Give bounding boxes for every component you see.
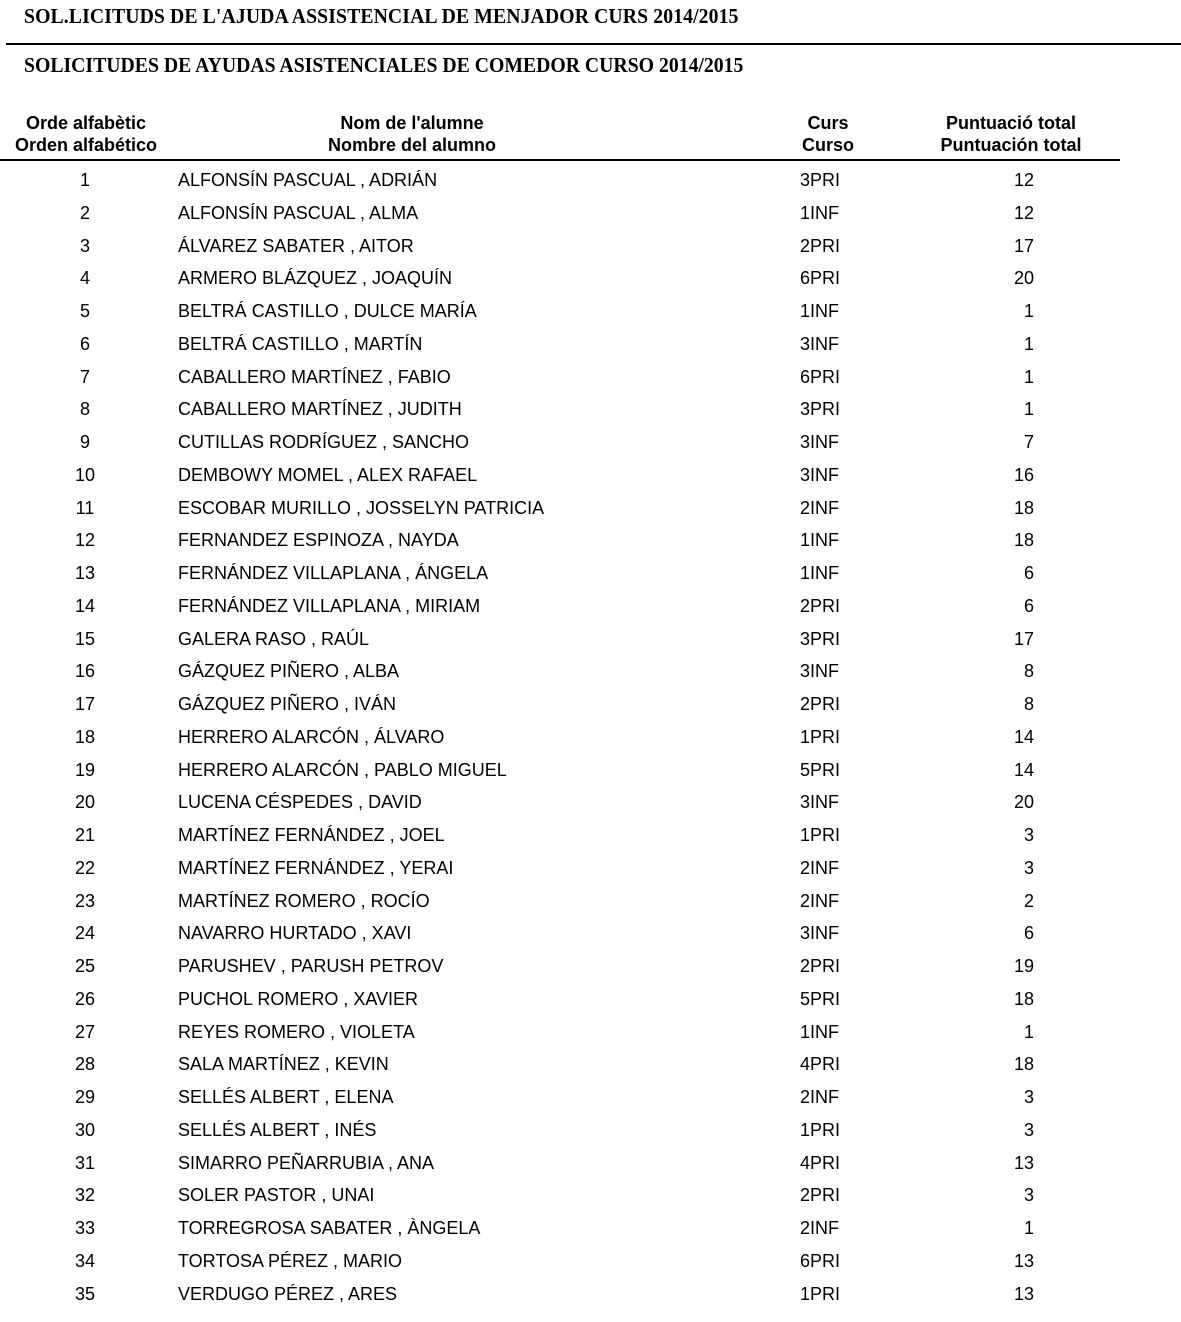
- row-student-name: DEMBOWY MOMEL , ALEX RAFAEL: [178, 464, 478, 485]
- table-row: [0, 234, 1181, 267]
- table-row: [0, 463, 1181, 496]
- row-total-score: 2: [1023, 890, 1034, 911]
- row-student-name: CABALLERO MARTÍNEZ , FABIO: [178, 366, 451, 387]
- row-course: 4PRI: [800, 1054, 841, 1075]
- row-order-number: 10: [74, 464, 96, 485]
- row-student-name: LUCENA CÉSPEDES , DAVID: [178, 792, 422, 813]
- row-total-score: 1: [1023, 366, 1034, 387]
- row-total-score: 12: [1013, 170, 1034, 190]
- row-student-name: TORREGROSA SABATER , ÀNGELA: [178, 1218, 481, 1238]
- table-row: [0, 299, 1181, 332]
- row-student-name: ARMERO BLÁZQUEZ , JOAQUÍN: [178, 268, 453, 289]
- row-course: 2PRI: [800, 1185, 841, 1206]
- row-student-name: ÁLVAREZ SABATER , AITOR: [178, 235, 414, 256]
- row-order-number: 16: [74, 661, 96, 682]
- document-title-spanish: SOLICITUDES DE AYUDAS ASISTENCIALES DE COMEDOR CURSO 2014/2015: [24, 53, 744, 77]
- table-row: [0, 790, 1181, 823]
- row-total-score: 1: [1023, 333, 1034, 354]
- table-row: [0, 430, 1181, 463]
- row-student-name: REYES ROMERO , VIOLETA: [178, 1021, 415, 1042]
- row-order-number: 23: [74, 890, 96, 911]
- row-course: 4PRI: [800, 1152, 841, 1173]
- row-order-number: 25: [74, 956, 96, 976]
- column-header-order: [0, 112, 172, 156]
- row-course: 3INF: [800, 432, 840, 452]
- table-row: [0, 365, 1181, 398]
- table-row: [0, 561, 1181, 594]
- row-student-name: HERRERO ALARCÓN , ÁLVARO: [178, 726, 445, 747]
- row-total-score: 18: [1013, 530, 1034, 551]
- row-order-number: 19: [74, 759, 96, 780]
- row-student-name: VERDUGO PÉREZ , ARES: [178, 1283, 398, 1304]
- row-total-score: 14: [1013, 726, 1034, 747]
- row-order-number: 27: [74, 1021, 96, 1042]
- row-total-score: 3: [1023, 825, 1034, 845]
- row-order-number: 17: [74, 694, 96, 714]
- row-order-number: 29: [74, 1087, 96, 1107]
- table-row: [0, 528, 1181, 561]
- row-student-name: CUTILLAS RODRÍGUEZ , SANCHO: [178, 432, 470, 452]
- row-course: 6PRI: [800, 1250, 841, 1271]
- column-header-order-valencian: Orde alfabètic: [25, 113, 147, 133]
- row-student-name: CABALLERO MARTÍNEZ , JUDITH: [178, 399, 462, 420]
- row-order-number: 13: [74, 563, 96, 583]
- row-total-score: 3: [1023, 1119, 1034, 1140]
- column-header-name: [262, 112, 562, 156]
- table-row: [0, 496, 1181, 529]
- row-total-score: 20: [1013, 792, 1034, 813]
- header-divider: [0, 159, 1120, 161]
- row-order-number: 35: [74, 1283, 96, 1304]
- row-order-number: 14: [74, 595, 96, 616]
- row-total-score: 3: [1023, 1185, 1034, 1206]
- row-total-score: 1: [1023, 1218, 1034, 1238]
- row-student-name: GÁZQUEZ PIÑERO , ALBA: [178, 661, 400, 682]
- row-student-name: BELTRÁ CASTILLO , DULCE MARÍA: [178, 301, 477, 321]
- row-course: 2PRI: [800, 235, 841, 256]
- row-student-name: TORTOSA PÉREZ , MARIO: [178, 1250, 403, 1271]
- row-total-score: 1: [1023, 301, 1034, 321]
- row-order-number: 6: [79, 333, 90, 354]
- row-total-score: 8: [1023, 694, 1034, 714]
- row-total-score: 3: [1023, 1087, 1034, 1107]
- table-row: [0, 856, 1181, 889]
- row-total-score: 12: [1013, 202, 1034, 223]
- row-total-score: 20: [1013, 268, 1034, 289]
- row-total-score: 13: [1013, 1152, 1034, 1173]
- row-course: 2INF: [800, 857, 840, 878]
- row-course: 5PRI: [800, 759, 841, 780]
- row-order-number: 33: [74, 1218, 96, 1238]
- row-order-number: 5: [79, 301, 90, 321]
- row-order-number: 8: [79, 399, 90, 420]
- row-student-name: GÁZQUEZ PIÑERO , IVÁN: [178, 694, 397, 714]
- row-total-score: 1: [1023, 399, 1034, 420]
- row-student-name: NAVARRO HURTADO , XAVI: [178, 923, 412, 944]
- row-course: 3INF: [800, 333, 840, 354]
- table-row: [0, 823, 1181, 856]
- row-course: 1INF: [800, 1021, 840, 1042]
- row-order-number: 18: [74, 726, 96, 747]
- column-header-course: [778, 112, 878, 156]
- row-course: 3INF: [800, 923, 840, 944]
- row-order-number: 1: [79, 170, 90, 190]
- table-row: [0, 1282, 1181, 1315]
- row-course: 1PRI: [800, 726, 841, 747]
- row-course: 2INF: [800, 890, 840, 911]
- table-row: [0, 201, 1181, 234]
- table-row: [0, 659, 1181, 692]
- row-course: 5PRI: [800, 988, 841, 1009]
- row-order-number: 34: [74, 1250, 96, 1271]
- row-total-score: 1: [1023, 1021, 1034, 1042]
- applicants-table: [0, 168, 1181, 1314]
- column-header-order-spanish: Orden alfabético: [14, 135, 158, 155]
- table-row: [0, 725, 1181, 758]
- row-order-number: 32: [74, 1185, 96, 1206]
- table-row: [0, 1085, 1181, 1118]
- row-order-number: 31: [74, 1152, 96, 1173]
- document-title-valencian: SOL.LICITUDS DE L'AJUDA ASSISTENCIAL DE MENJADOR CURS 2014/2015: [24, 4, 739, 28]
- row-student-name: ALFONSÍN PASCUAL , ADRIÁN: [178, 170, 438, 190]
- row-order-number: 4: [79, 268, 90, 289]
- row-order-number: 7: [79, 366, 90, 387]
- row-course: 1PRI: [800, 1119, 841, 1140]
- row-order-number: 30: [74, 1119, 96, 1140]
- row-student-name: MARTÍNEZ ROMERO , ROCÍO: [178, 890, 430, 911]
- table-row: [0, 987, 1181, 1020]
- table-row: [0, 921, 1181, 954]
- row-course: 2PRI: [800, 956, 841, 976]
- table-row: [0, 1183, 1181, 1216]
- table-row: [0, 1216, 1181, 1249]
- row-total-score: 18: [1013, 988, 1034, 1009]
- table-row: [0, 1249, 1181, 1282]
- table-row: [0, 266, 1181, 299]
- row-course: 2INF: [800, 497, 840, 518]
- row-order-number: 11: [75, 497, 95, 518]
- table-row: [0, 1118, 1181, 1151]
- table-row: [0, 397, 1181, 430]
- row-student-name: SIMARRO PEÑARRUBIA , ANA: [178, 1152, 435, 1173]
- table-row: [0, 758, 1181, 791]
- row-course: 1INF: [800, 301, 840, 321]
- row-student-name: MARTÍNEZ FERNÁNDEZ , YERAI: [178, 857, 454, 878]
- row-order-number: 28: [74, 1054, 96, 1075]
- row-order-number: 15: [74, 628, 96, 649]
- row-student-name: FERNÁNDEZ VILLAPLANA , MIRIAM: [178, 595, 481, 616]
- row-total-score: 13: [1013, 1250, 1034, 1271]
- row-total-score: 7: [1023, 432, 1034, 452]
- row-total-score: 14: [1013, 759, 1034, 780]
- row-student-name: SELLÉS ALBERT , INÉS: [178, 1119, 377, 1140]
- table-row: [0, 692, 1181, 725]
- row-course: 3PRI: [800, 170, 841, 190]
- row-course: 3INF: [800, 661, 840, 682]
- column-header-name-spanish: Nombre del alumno: [327, 135, 497, 155]
- title-divider: [6, 43, 1181, 45]
- row-course: 6PRI: [800, 366, 841, 387]
- table-row: [0, 168, 1181, 201]
- table-row: [0, 1020, 1181, 1053]
- column-header-name-valencian: Nom de l'alumne: [340, 113, 484, 133]
- row-student-name: ESCOBAR MURILLO , JOSSELYN PATRICIA: [178, 497, 545, 518]
- table-row: [0, 1052, 1181, 1085]
- column-header-score: [908, 112, 1114, 156]
- table-row: [0, 332, 1181, 365]
- row-student-name: ALFONSÍN PASCUAL , ALMA: [178, 202, 419, 223]
- row-course: 1INF: [800, 202, 840, 223]
- row-course: 6PRI: [800, 268, 841, 289]
- row-student-name: SOLER PASTOR , UNAI: [178, 1185, 375, 1206]
- row-order-number: 20: [74, 792, 96, 813]
- row-course: 1INF: [800, 530, 840, 551]
- row-course: 3INF: [800, 464, 840, 485]
- row-student-name: FERNÁNDEZ VILLAPLANA , ÁNGELA: [178, 563, 489, 583]
- table-row: [0, 1151, 1181, 1184]
- row-total-score: 16: [1013, 464, 1034, 485]
- row-order-number: 26: [74, 988, 96, 1009]
- row-course: 3INF: [800, 792, 840, 813]
- column-header-course-valencian: Curs: [807, 113, 849, 133]
- row-course: 1PRI: [800, 1283, 841, 1304]
- row-course: 2PRI: [800, 595, 841, 616]
- row-student-name: MARTÍNEZ FERNÁNDEZ , JOEL: [178, 825, 445, 845]
- row-student-name: FERNANDEZ ESPINOZA , NAYDA: [178, 530, 459, 551]
- table-row: [0, 889, 1181, 922]
- row-student-name: SALA MARTÍNEZ , KEVIN: [178, 1054, 389, 1075]
- row-order-number: 3: [79, 235, 90, 256]
- row-order-number: 24: [74, 923, 96, 944]
- row-order-number: 22: [74, 857, 96, 878]
- row-total-score: 3: [1023, 857, 1034, 878]
- row-total-score: 6: [1023, 595, 1034, 616]
- row-total-score: 18: [1013, 497, 1034, 518]
- row-order-number: 21: [74, 825, 96, 845]
- row-student-name: SELLÉS ALBERT , ELENA: [178, 1087, 394, 1107]
- row-course: 3PRI: [800, 628, 841, 649]
- row-course: 2INF: [800, 1087, 840, 1107]
- row-course: 1INF: [800, 563, 840, 583]
- row-total-score: 17: [1013, 235, 1034, 256]
- row-course: 2INF: [800, 1218, 840, 1238]
- row-order-number: 2: [79, 202, 90, 223]
- column-header-score-valencian: Puntuació total: [946, 113, 1076, 133]
- row-total-score: 18: [1013, 1054, 1034, 1075]
- row-student-name: GALERA RASO , RAÚL: [178, 628, 370, 649]
- row-student-name: HERRERO ALARCÓN , PABLO MIGUEL: [178, 759, 507, 780]
- row-order-number: 9: [79, 432, 90, 452]
- row-total-score: 6: [1023, 563, 1034, 583]
- table-row: [0, 594, 1181, 627]
- table-row: [0, 627, 1181, 660]
- row-total-score: 6: [1023, 923, 1034, 944]
- row-student-name: PUCHOL ROMERO , XAVIER: [178, 988, 419, 1009]
- row-total-score: 19: [1013, 956, 1034, 976]
- column-header-score-spanish: Puntuación total: [940, 135, 1082, 155]
- row-course: 2PRI: [800, 694, 841, 714]
- column-header-course-spanish: Curso: [801, 135, 854, 155]
- row-course: 1PRI: [800, 825, 841, 845]
- row-total-score: 8: [1023, 661, 1034, 682]
- row-course: 3PRI: [800, 399, 841, 420]
- table-row: [0, 954, 1181, 987]
- row-student-name: PARUSHEV , PARUSH PETROV: [178, 956, 444, 976]
- row-order-number: 12: [74, 530, 96, 551]
- row-total-score: 13: [1013, 1283, 1034, 1304]
- row-student-name: BELTRÁ CASTILLO , MARTÍN: [178, 333, 423, 354]
- row-total-score: 17: [1013, 628, 1034, 649]
